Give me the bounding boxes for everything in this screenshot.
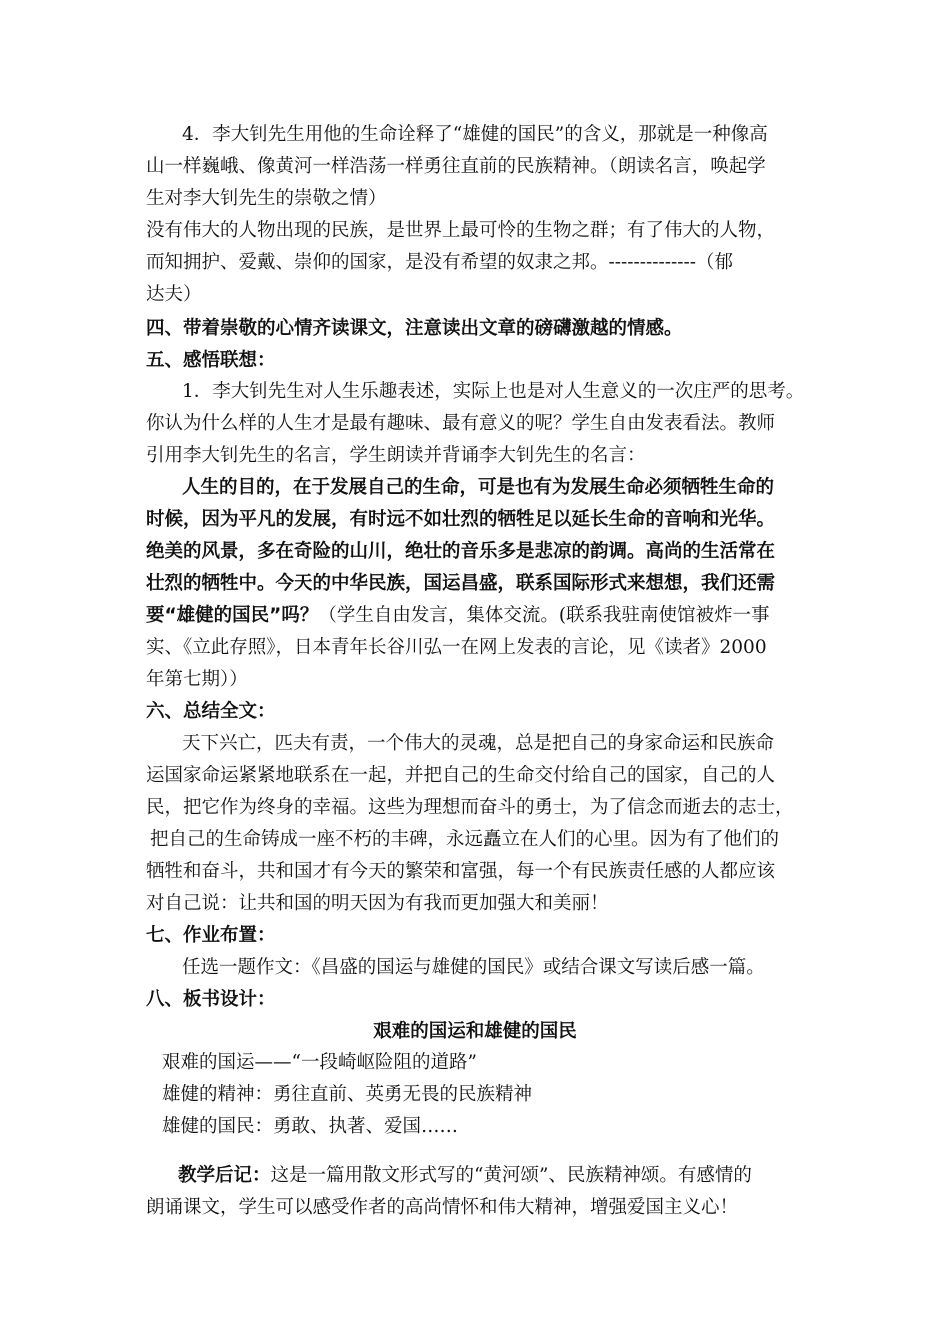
paragraph-text: （学生自由发言，集体交流。(联系我驻南使馆被炸一事 — [318, 605, 770, 626]
bold-quote-line: 时候，因为平凡的发展，有时远不如壮烈的牺牲足以延长生命的音响和光华。 — [146, 509, 776, 530]
quote-line: 没有伟大的人物出现的民族，是世界上最可怜的生物之群；有了伟大的人物， — [146, 220, 776, 241]
paragraph-line: 年第七期）） — [146, 669, 248, 690]
paragraph-line: 运国家命运紧紧地联系在一起，并把自己的生命交付给自己的国家，自己的人 — [146, 765, 776, 786]
section-heading: 七、作业布置： — [146, 925, 276, 946]
section-heading: 四、带着崇敬的心情齐读课文，注意读出文章的磅礴激越的情感。 — [146, 318, 683, 339]
board-line: 艰难的国运——“一段崎岖险阻的道路” — [162, 1052, 477, 1073]
section-heading: 六、总结全文： — [146, 701, 276, 722]
paragraph-line: 天下兴亡，匹夫有责，一个伟大的灵魂，总是把自己的身家命运和民族命 — [182, 733, 775, 754]
paragraph-line: 对自己说：让共和国的明天因为有我而更加强大和美丽！ — [146, 893, 609, 914]
paragraph-line: 把自己的生命铸成一座不朽的丰碑，永远矗立在人们的心里。因为有了他们的 — [150, 829, 780, 850]
paragraph-line: 引用李大钊先生的名言，学生朗读并背诵李大钊先生的名言： — [146, 445, 646, 466]
paragraph-line: 山一样巍峨、像黄河一样浩荡一样勇往直前的民族精神。（朗读名言，唤起学 — [146, 156, 766, 177]
board-title: 艰难的国运和雄健的国民 — [373, 1021, 577, 1042]
board-line: 雄健的精神：勇往直前、英勇无畏的民族精神 — [162, 1084, 533, 1105]
paragraph-line: 牺牲和奋斗，共和国才有今天的繁荣和富强，每一个有民族责任感的人都应该 — [146, 861, 776, 882]
paragraph-line: 实、《立此存照》，日本青年长谷川弘一在网上发表的言论，见《读者》2000 — [146, 637, 767, 658]
postscript-line: 朗诵课文，学生可以感受作者的高尚情怀和伟大精神，增强爱国主义心！ — [146, 1197, 739, 1218]
paragraph-line: 1．李大钊先生对人生乐趣表述，实际上也是对人生意义的一次庄严的思考。 — [182, 381, 805, 402]
postscript-label: 教学后记： — [178, 1165, 271, 1186]
postscript-text: 这是一篇用散文形式写的“黄河颂”、民族精神颂。有感情的 — [270, 1165, 752, 1186]
quote-line: 达夫） — [146, 284, 202, 305]
section-heading: 五、感悟联想： — [146, 350, 276, 371]
paragraph-line: 你认为什么样的人生才是最有趣味、最有意义的呢？学生自由发表看法。教师 — [146, 413, 776, 434]
postscript-line — [178, 1165, 752, 1187]
section-heading: 八、板书设计： — [146, 989, 276, 1010]
bold-quote-end: 要“雄健的国民”吗？ — [146, 605, 319, 626]
bold-quote-line: 绝美的风景，多在奇险的山川，绝壮的音乐多是悲凉的韵调。高尚的生活常在 — [146, 541, 776, 562]
quote-line: 而知拥护、爱戴、崇仰的国家，是没有希望的奴隶之邦。--------------（郁 — [146, 252, 734, 273]
paragraph-line: 民，把它作为终身的幸福。这些为理想而奋斗的勇士，为了信念而逝去的志士， — [146, 797, 794, 818]
mixed-line — [146, 605, 770, 627]
paragraph-line: 4．李大钊先生用他的生命诠释了“雄健的国民”的含义，那就是一种像高 — [182, 124, 768, 145]
paragraph-line: 生对李大钊先生的崇敬之情） — [146, 188, 387, 209]
bold-quote-line: 人生的目的，在于发展自己的生命，可是也有为发展生命必须牺牲生命的 — [182, 477, 775, 498]
paragraph-line: 任选一题作文：《昌盛的国运与雄健的国民》或结合课文写读后感一篇。 — [182, 957, 765, 978]
board-line: 雄健的国民：勇敢、执著、爱国…… — [162, 1116, 459, 1137]
bold-quote-line: 壮烈的牺牲中。今天的中华民族，国运昌盛，联系国际形式来想想，我们还需 — [146, 573, 776, 594]
